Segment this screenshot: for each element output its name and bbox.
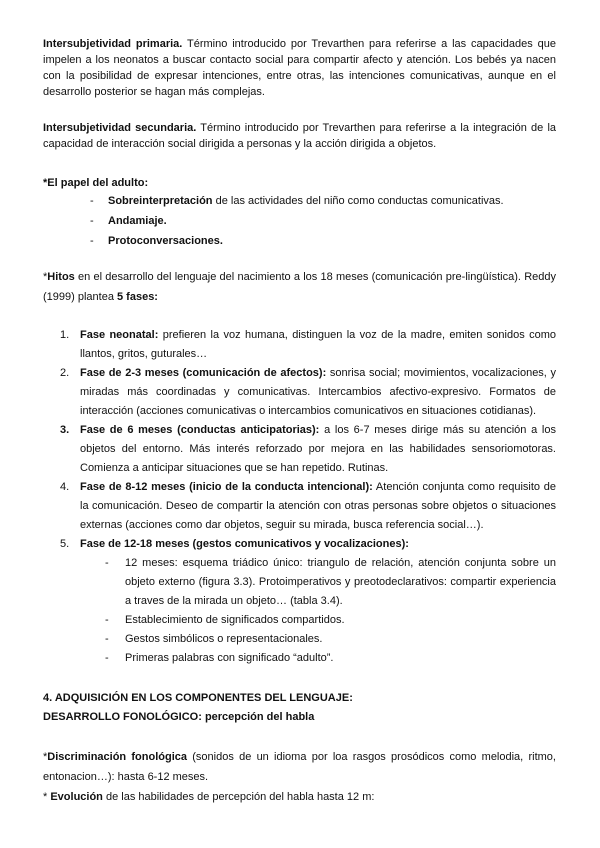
phase-text: prefieren la voz humana, distinguen la voz de la madre, emiten sonidos como llantos, gritos, guturales… — [80, 329, 556, 360]
primary-intersubjectivity-paragraph — [43, 36, 556, 100]
phase-title: Fase de 6 meses (conductas anticipatorias): — [80, 424, 320, 436]
phase-title: Fase de 8-12 meses (inicio de la conducta intencional): — [80, 481, 373, 493]
list-item-bold: Sobreinterpretación — [108, 195, 213, 207]
phase-item — [57, 535, 556, 668]
adult-role-heading: *El papel del adulto: — [43, 177, 149, 189]
sublist-item-text: Establecimiento de significados compartidos. — [125, 614, 345, 626]
hitos-term: Hitos — [47, 271, 75, 283]
hitos-prefix: * — [43, 271, 48, 283]
secondary-intersubjectivity-paragraph — [43, 120, 556, 152]
discrimination-paragraph — [43, 747, 556, 787]
evolution-prefix: * — [43, 791, 51, 803]
list-item-text: de las actividades del niño como conductas comunicativas. — [212, 195, 504, 207]
list-item — [90, 191, 550, 211]
phase-item — [57, 421, 556, 478]
hitos-paragraph — [43, 267, 556, 307]
section-4-title: 4. ADQUISICIÓN EN LOS COMPONENTES DEL LENGUAJE: — [43, 692, 353, 704]
sublist-item-text: Primeras palabras con significado “adulto”. — [125, 652, 334, 664]
primary-intersubjectivity-term: Intersubjetividad primaria. — [43, 38, 183, 50]
evolution-paragraph — [43, 787, 556, 807]
sublist-item-text: Gestos simbólicos o representacionales. — [125, 633, 323, 645]
phase-item — [57, 326, 556, 364]
secondary-intersubjectivity-text: Término introducido por Trevarthen para referirse a la integración de la capacidad de interacción social dirigida a personas y la acción dirigida a objetos. — [43, 122, 557, 150]
phase-title: Fase de 12-18 meses (gestos comunicativos y vocalizaciones): — [80, 538, 409, 550]
phase-title: Fase de 2-3 meses (comunicación de afectos): — [80, 367, 327, 379]
secondary-intersubjectivity-term: Intersubjetividad secundaria. — [43, 122, 197, 134]
phases-list — [57, 326, 556, 668]
primary-intersubjectivity-text: Término introducido por Trevarthen para referirse a las capacidades que impelen a los neonatos a buscar contacto social para compartir afecto y atención. Los bebés ya nacen con la posibilidad de expresar intenciones, entre otras, las intenciones comunicativas, aunque en el desarrollo posterior se hagan más complejas. — [43, 38, 556, 98]
hitos-phases-count: 5 fases: — [117, 291, 158, 303]
phase-item — [57, 478, 556, 535]
list-item — [90, 231, 550, 251]
phase-text: sonrisa social; movimientos, vocalizaciones, y miradas más coordinadas y comunicativas. Intercambios afectivo-expresivo. Formatos de interacción (acciones comunicativas o intercambios comunicativos en situaciones cotidianas). — [80, 367, 557, 417]
hitos-text: en el desarrollo del lenguaje del nacimiento a los 18 meses (comunicación pre-lingüística). Reddy (1999) plantea — [43, 271, 556, 303]
sublist-item: - Primeras palabras con significado “adulto”. — [105, 652, 334, 664]
discrimination-term: Discriminación fonológica — [47, 751, 187, 763]
phase-item — [57, 364, 556, 421]
sublist-item: - Gestos simbólicos o representacionales. — [105, 633, 323, 645]
discrimination-prefix: * — [43, 751, 48, 763]
evolution-term: Evolución — [50, 791, 103, 803]
phase-text: Atención conjunta como requisito de la comunicación. Deseo de compartir la atención con otras personas sobre objetos o situaciones externas (acciones como dar objetos, seguir su mirada, busca referencia social…). — [80, 481, 557, 531]
phase5-sublist — [80, 554, 556, 668]
sublist-item: - Establecimiento de significados compartidos. — [105, 614, 345, 626]
adult-role-list — [90, 191, 550, 251]
phase-number: 2. — [60, 367, 70, 379]
phase-number: 4. — [60, 481, 70, 493]
phase-number: 1. — [60, 329, 70, 341]
phase-title: Fase neonatal: — [80, 329, 159, 341]
phase-text: a los 6-7 meses dirige más su atención a los objetos del entorno. Más interés reforzado por mejora en las habilidades sensoriomotoras. Comienza a anticipar situaciones que se han repetido. Rutinas. — [80, 424, 556, 474]
phase-number: 3. — [60, 424, 70, 436]
phase-number: 5. — [60, 538, 70, 550]
list-item-bold: Protoconversaciones. — [108, 235, 223, 247]
section-4-subtitle: DESARROLLO FONOLÓGICO: percepción del habla — [43, 711, 315, 723]
list-item-bold: Andamiaje. — [108, 215, 167, 227]
sublist-item: - 12 meses: esquema triádico único: triangulo de relación, atención conjunta sobre un objeto externo (figura 3.3). Protoimperativos y preotodeclarativos: compartir experiencia a traves de la mirada un objeto… (tabla 3.4). — [105, 557, 556, 607]
evolution-text: de las habilidades de percepción del habla hasta 12 m: — [102, 791, 375, 803]
list-item — [90, 211, 550, 231]
sublist-item-text: 12 meses: esquema triádico único: triangulo de relación, atención conjunta sobre un objeto externo (figura 3.3). Protoimperativos y preotodeclarativos: compartir experiencia a traves de la mirada un objeto… (tabla 3.4). — [125, 557, 556, 607]
discrimination-text: (sonidos de un idioma por loa rasgos prosódicos como melodia, ritmo, entonacion…): hasta 6-12 meses. — [43, 751, 556, 783]
